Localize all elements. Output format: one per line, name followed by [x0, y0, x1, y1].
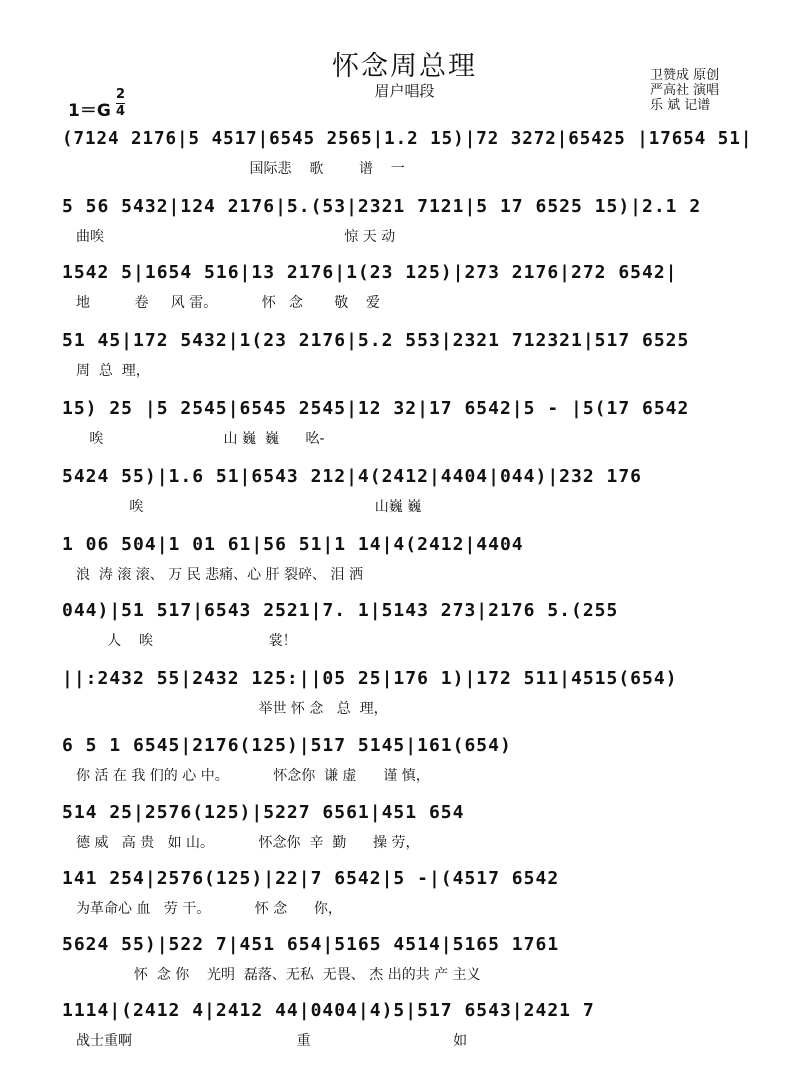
time-signature: [116, 88, 125, 119]
score-row: [62, 735, 752, 797]
note-line: 5 56 5432|124 2176|5.(53|2321 7121|5 17 6525 15)|2.1 2: [62, 196, 702, 217]
note-line: 5424 55)|1.6 51|6543 212|4(2412|4404|044)|232 176: [62, 466, 643, 487]
lyric-line: 战士重啊 重 如: [76, 1033, 468, 1049]
time-bottom: 4: [116, 104, 126, 119]
key-signature: 1＝G: [68, 101, 111, 121]
note-line: 6 5 1 6545|2176(125)|517 5145|161(654): [62, 735, 512, 756]
score-row: [62, 262, 752, 324]
lyric-line: 周 总 理，: [76, 363, 150, 379]
lyric-line: 为革命心 血 劳 干。 怀 念 你，: [76, 901, 342, 917]
lyric-line: 德 威 高 贵 如 山。 怀念你 辛 勤 操 劳，: [76, 835, 420, 851]
lyric-line: 举世 怀 念 总 理，: [76, 701, 388, 717]
credits: [650, 68, 719, 113]
score-row: [62, 128, 752, 190]
note-line: 141 254|2576(125)|22|7 6542|5 -|(4517 6542: [62, 868, 560, 889]
credit-line: 卫赞成 原创: [650, 68, 720, 83]
time-top: 2: [116, 87, 126, 102]
lyric-line: 唉 山巍 巍: [76, 499, 422, 515]
note-line: 51 45|172 5432|1(23 2176|5.2 553|2321 712321|517 6525: [62, 330, 690, 351]
score-row: [62, 330, 752, 392]
score-row: [62, 466, 752, 528]
lyric-line: 你 活 在 我 们的 心 中。 怀念你 谦 虚 谨 慎，: [76, 768, 430, 784]
note-line: 044)|51 517|6543 2521|7. 1|5143 273|2176 5.(255: [62, 600, 619, 621]
lyric-line: 浪 涛 滚 滚、 万 民 悲痛、心 肝 裂碎、 泪 洒: [76, 567, 363, 583]
lyric-line: 地 卷 风 雷。 怀 念 敬 爱: [76, 295, 381, 311]
note-line: 1542 5|1654 516|13 2176|1(23 125)|273 2176|272 6542|: [62, 262, 678, 283]
credit-line: 严高社 演唱: [650, 83, 720, 98]
lyric-line: 怀 念 你 光明 磊落、无私 无畏、 杰 出的共 产 主义: [76, 967, 481, 983]
score-row: [62, 668, 752, 730]
score-row: [62, 868, 752, 930]
score-row: [62, 196, 752, 258]
credit-line: 乐 斌 记谱: [650, 98, 711, 113]
score-row: [62, 802, 752, 864]
score-row: [62, 934, 752, 996]
note-line: 15) 25 |5 2545|6545 2545|12 32|17 6542|5 - |5(17 6542: [62, 398, 690, 419]
score-row: [62, 600, 752, 662]
score-title: 怀念周总理: [332, 51, 477, 82]
lyric-line: 人 唉 裳！: [76, 633, 297, 649]
score-row: [62, 398, 752, 460]
note-line: (7124 2176|5 4517|6545 2565|1.2 15)|72 3272|65425 |17654 51|: [62, 128, 753, 149]
lyric-line: 国际悲 歌 谱 一: [76, 161, 405, 177]
score-row: [62, 1000, 752, 1062]
note-line: 1114|(2412 4|2412 44|0404|4)5|517 6543|2421 7: [62, 1000, 595, 1021]
note-line: 514 25|2576(125)|5227 6561|451 654: [62, 802, 465, 823]
note-line: 1 06 504|1 01 61|56 51|1 14|4(2412|4404: [62, 534, 524, 555]
note-line: 5624 55)|522 7|451 654|5165 4514|5165 1761: [62, 934, 560, 955]
note-line: ||:2432 55|2432 125:||05 25|176 1)|172 511|4515(654): [62, 668, 678, 689]
score-subtitle: 眉户唱段: [374, 82, 435, 100]
lyric-line: 唉 山 巍 巍 吆-: [76, 431, 325, 447]
lyric-line: 曲唉 惊 天 动: [76, 229, 396, 245]
score-row: [62, 534, 752, 596]
